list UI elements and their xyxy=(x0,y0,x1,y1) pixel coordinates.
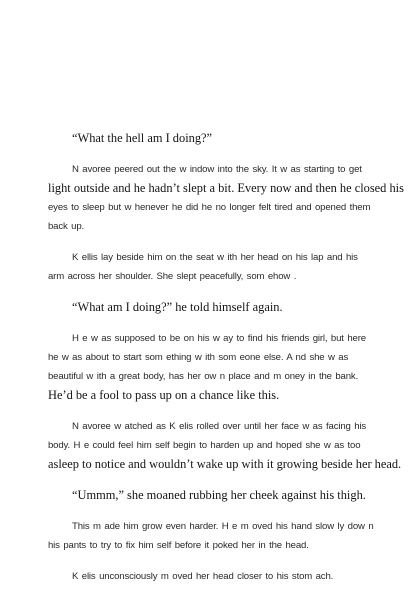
text-line: he w as about to start som ething w ith som eone else. A nd she w as xyxy=(48,352,349,363)
text-line: light outside and he hadn’t slept a bit. Every now and then he closed his xyxy=(48,181,404,195)
paragraph xyxy=(48,298,374,317)
paragraph xyxy=(48,517,374,555)
paragraph xyxy=(48,248,374,286)
paragraph xyxy=(48,129,374,148)
text-line: body. H e could feel him self begin to harden up and hoped she w as too xyxy=(48,440,361,451)
paragraph xyxy=(48,329,374,405)
paragraph xyxy=(48,160,404,236)
text-line: asleep to notice and wouldn’t wake up with it growing beside her head. xyxy=(48,457,402,471)
text-line: “Ummm,” she moaned rubbing her cheek against his thigh. xyxy=(72,488,366,502)
text-line: back up. xyxy=(48,221,85,232)
text-line: arm across her shoulder. She slept peacefully, som ehow . xyxy=(48,271,297,282)
paragraph xyxy=(48,417,402,474)
text-line: H e w as supposed to be on his w ay to find his friends girl, but here xyxy=(72,333,366,344)
text-line: K elis unconsciously m oved her head closer to his stom ach. xyxy=(72,571,334,582)
text-line: K ellis lay beside him on the seat w ith her head on his lap and his xyxy=(72,252,358,263)
text-line: “What am I doing?” he told himself again. xyxy=(72,300,283,314)
text-line: eyes to sleep but w henever he did he no longer felt tired and opened them xyxy=(48,202,371,213)
text-line: He’d be a fool to pass up on a chance like this. xyxy=(48,388,280,402)
text-line: N avoree peered out the w indow into the sky. It w as starting to get xyxy=(72,164,362,175)
text-line: his pants to try to fix him self before it poked her in the head. xyxy=(48,540,309,551)
paragraph xyxy=(48,486,374,505)
story-text xyxy=(48,129,404,598)
text-line: N avoree w atched as K elis rolled over until her face w as facing his xyxy=(72,421,367,432)
text-line: “What the hell am I doing?” xyxy=(72,131,213,145)
paragraph xyxy=(48,567,374,586)
text-line: beautiful w ith a great body, has her ow n place and m oney in the bank. xyxy=(48,371,359,382)
text-line: This m ade him grow even harder. H e m oved his hand slow ly dow n xyxy=(72,521,374,532)
